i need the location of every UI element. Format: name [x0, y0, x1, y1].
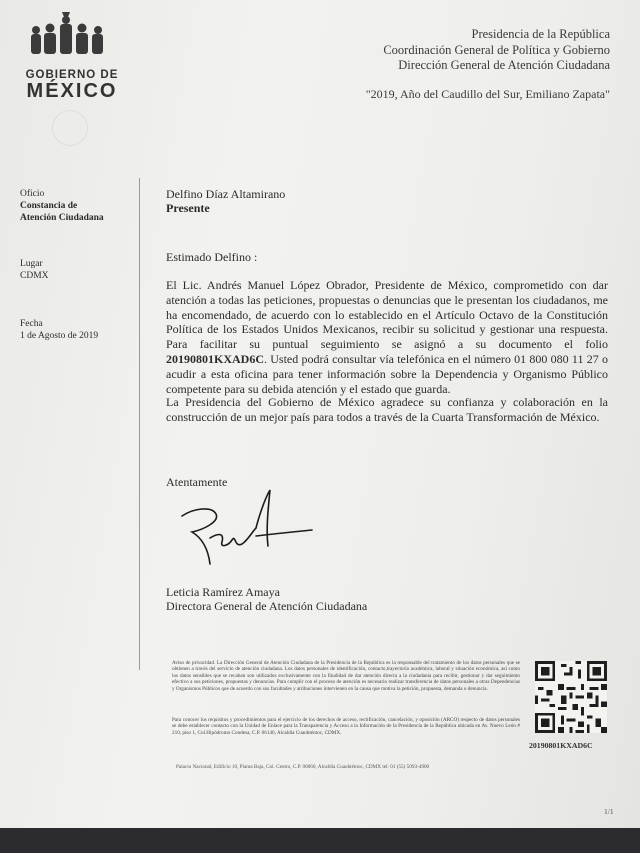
sidebar-lugar: [20, 258, 49, 282]
paragraph-1: [166, 278, 608, 396]
fecha-value: 1 de Agosto de 2019: [20, 331, 99, 341]
oficio-value-line2: Atención Ciudadana: [20, 213, 104, 223]
watermark-seal: [52, 110, 88, 146]
oficio-value-line1: Constancia de: [20, 201, 78, 211]
paragraph-2: La Presidencia del Gobierno de México agradece su confianza y colaboración en la construcción de un mejor país para todos a través de la Cuarta Transformación de México.: [166, 395, 608, 424]
oficio-label: Oficio: [20, 189, 45, 199]
signer-title: Directora General de Atención Ciudadana: [166, 599, 368, 613]
paragraph-1-text-a: El Lic. Andrés Manuel López Obrador, Presidente de México, comprometido con dar atención a todas las peticiones, propuestas o denuncias que le presentan los ciudadanos, me ha encomendado, de acuerdo con lo establecido en el Artículo Octavo de la Constitución Política de los Estados Unidos Mexicanos, recibir su solicitud y gestionar una respuesta. Para facilitar su puntual seguimiento se asignó a su documento el folio: [166, 278, 608, 352]
qr-folio: 20190801KXAD6C: [529, 741, 593, 750]
privacy-notice-2: Para conocer los requisitos y procedimientos para el ejercicio de los derechos de acceso, rectificación, cancelación, y oposición (ARCO) respecto de datos personales se debe establecer contacto con la Unidad de Enlace para la Transparencia y Acceso a la Información de la Presidencia de la República ubicada en Av. Nuevo León # 210, piso 1, Col.Hipódromo Condesa, C.P. 06140, Alcaldía Cuauhtémoc, CDMX.: [172, 717, 520, 736]
closing-atentamente: Atentamente: [166, 475, 228, 489]
logo-text-gobierno: GOBIERNO DE: [25, 69, 119, 81]
fecha-label: Fecha: [20, 319, 43, 329]
page-number: 1/1: [604, 807, 614, 816]
paragraph-1-text-b: . Usted podrá consultar vía telefónica en el número 01 800 080 11 27 o acudir a esta oficina para tener información sobre la Dependencia y Organismo Público competente para su debida atención y el estado que guarda.: [166, 351, 608, 396]
header-presidencia: Presidencia de la República: [471, 27, 610, 41]
sidebar-divider: [139, 178, 140, 670]
footer-address: Palacio Nacional, Edificio 10, Planta Baja, Col. Centro, C.P. 06060, Alcaldía Cuauhtémoc, CDMX tel: 01 (55) 5093-4900: [176, 764, 430, 770]
recipient-presente: Presente: [166, 201, 210, 215]
signature: [172, 486, 322, 576]
header-direccion: Dirección General de Atención Ciudadana: [398, 58, 610, 72]
lugar-label: Lugar: [20, 259, 43, 269]
lugar-value: CDMX: [20, 271, 49, 281]
heroes-figures-icon: [26, 8, 110, 58]
sidebar-fecha: [20, 318, 98, 342]
background-surface: [0, 828, 640, 853]
privacy-notice-1: Aviso de privacidad. La Dirección General de Atención Ciudadana de la Presidencia de la República es la responsable del tratamiento de los datos personales que se obtienen a través del servicio de atención ciudadana. Los datos personales de identificación, contacto,trayectoria académica, laboral y situación económica, así como los datos sensibles que se recaban son utilizados exclusivamente con la finalidad de dar atención directa a la ciudadanía para recibir, gestionar y dar seguimiento efectivo a sus peticiones, propuestas y denuncias. Para cumplir con el proceso de atención es necesario realizar transferencia de datos personales a otras Dependencias y Organismos Públicos que de acuerdo con sus facultades y atribuciones intervienen en la causa que motiva la petición, propuesta, demanda o denuncia.: [172, 660, 520, 692]
header-coordinacion: Coordinación General de Política y Gobierno: [383, 43, 610, 57]
logo-text-mexico: MÉXICO: [26, 80, 118, 102]
greeting: Estimado Delfino :: [166, 250, 258, 264]
recipient-name: Delfino Díaz Altamirano: [166, 187, 286, 201]
folio-number: 20190801KXAD6C: [166, 351, 264, 366]
qr-code: [535, 661, 607, 733]
signer-name: Leticia Ramírez Amaya: [166, 585, 280, 599]
sidebar-oficio: [20, 188, 104, 224]
header-motto: "2019, Año del Caudillo del Sur, Emiliano Zapata": [365, 87, 610, 101]
gobierno-mexico-logo: [22, 8, 122, 103]
